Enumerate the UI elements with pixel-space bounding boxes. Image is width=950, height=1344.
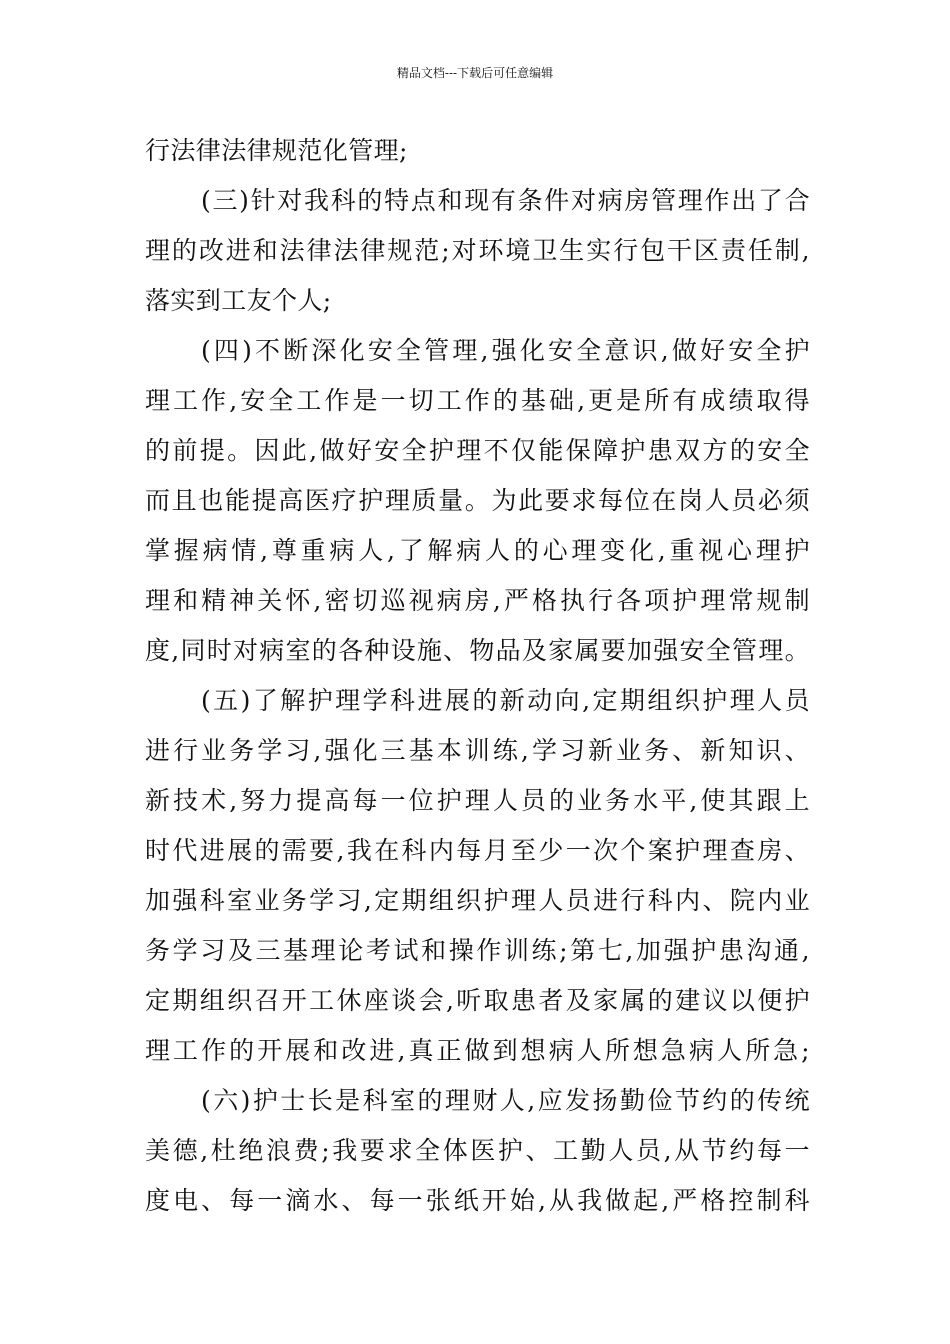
text-line: 理工作,安全工作是一切工作的基础,更是所有成绩取得 [145,386,810,415]
body-text [145,126,810,1226]
text-line: 的前提。因此,做好安全护理不仅能保障护患双方的安全 [145,436,810,465]
text-line: 行法律法律规范化管理; [145,136,408,165]
text-line: 务学习及三基理论考试和操作训练;第七,加强护患沟通, [145,936,810,965]
text-line: 加强科室业务学习,定期组织护理人员进行科内、院内业 [145,886,810,915]
text-line: 理的改进和法律法律规范;对环境卫生实行包干区责任制, [145,236,810,265]
text-line: 而且也能提高医疗护理质量。为此要求每位在岗人员必须 [145,486,810,515]
text-line: 落实到工友个人; [145,286,332,315]
text-line: 度电、每一滴水、每一张纸开始,从我做起,严格控制科 [145,1186,810,1215]
text-line: 美德,杜绝浪费;我要求全体医护、工勤人员,从节约每一 [145,1136,810,1165]
text-line: 定期组织召开工休座谈会,听取患者及家属的建议以便护 [145,986,810,1015]
text-line: (三)针对我科的特点和现有条件对病房管理作出了合 [201,186,810,215]
text-line: 时代进展的需要,我在科内每月至少一次个案护理查房、 [145,836,810,865]
text-line: 理工作的开展和改进,真正做到想病人所想急病人所急; [145,1036,810,1065]
text-line: (五)了解护理学科进展的新动向,定期组织护理人员 [201,686,810,715]
text-line: 掌握病情,尊重病人,了解病人的心理变化,重视心理护 [145,536,810,565]
page-header: 精品文档---下载后可任意编辑 [396,66,554,80]
text-line: 度,同时对病室的各种设施、物品及家属要加强安全管理。 [145,636,810,665]
text-line: 新技术,努力提高每一位护理人员的业务水平,使其跟上 [145,786,810,815]
text-line: (六)护士长是科室的理财人,应发扬勤俭节约的传统 [201,1086,810,1115]
text-line: 理和精神关怀,密切巡视病房,严格执行各项护理常规制 [145,586,810,615]
text-line: 进行业务学习,强化三基本训练,学习新业务、新知识、 [145,736,810,765]
text-line: (四)不断深化安全管理,强化安全意识,做好安全护 [201,336,810,365]
